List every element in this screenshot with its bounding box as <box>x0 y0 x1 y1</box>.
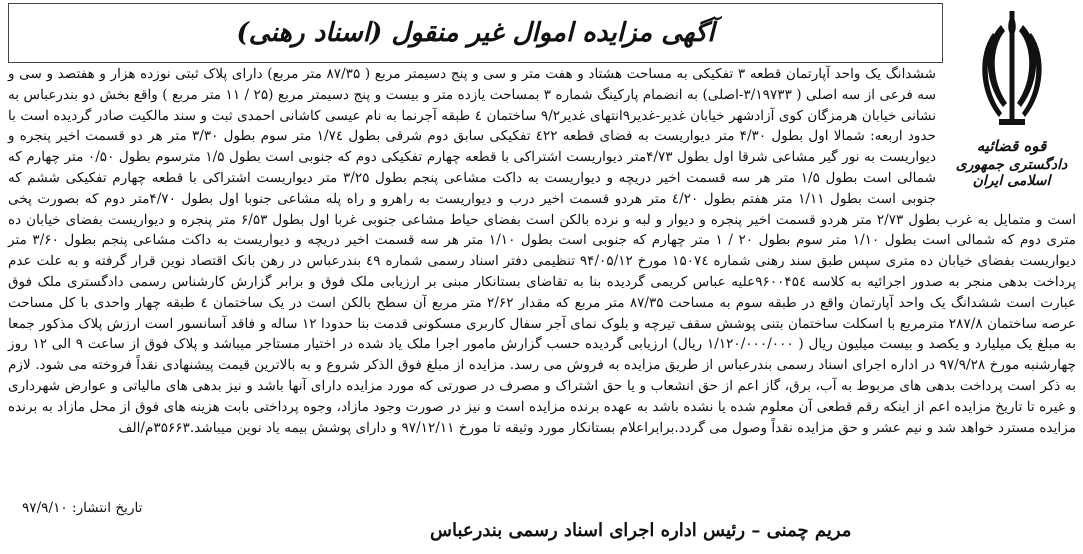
notice-body <box>8 64 1076 438</box>
notice-title: آگهی مزایده اموال غیر منقول (اسناد رهنی) <box>236 18 715 48</box>
signature-line: مریم چمنی – رئیس اداره اجرای اسناد رسمی بندرعباس <box>430 520 852 541</box>
notice-body-text: ششدانگ یک واحد آپارتمان قطعه ۳ تفکیکی به مساحت هشتاد و هفت متر و سی و پنج دسیمتر مربع ( ۸۷/۳۵ متر مربع) دارای پلاک ثبتی نوزده هزار و هفتصد و سی و سه فرعی از سه اصلی ( ۳/۱۹۷۳۳-اصلی) به انضمام پارکینگ شماره ۳ بمساحت یازده متر و بیست و پنج دسیمتر مربع (۲۵ / ۱۱ متر مربع ) واقع بخش دو بندرعباس به نشانی خیابان هرمزگان کوی آزادشهر خیابان غدیر-غدیر۹انتهای غدیر۹/۲ ساختمان ٤ طبقه آجرنما به نام عیسی کاشانی احمدی ثبت و سند مالکیت صادر گردیده است با حدود اربعه: شمالا اول بطول ۴/۳۰ متر دیواریست به فضای قطعه ٤٢٢ تفکیکی سابق دوم شرقی بطول ۱/٧٤ متر سوم بطول ۳/۳۰ متر هر دو قسمت اخیر پنجره و دیواریست به نور گیر مشاعی شرقا اول بطول ۴/٧٣متر دیواریست اشتراکی با قطعه چهارم تفکیکی دوم که جنوبی است بطول ۱/۵ مترسوم بطول ۰/۵۰ متر چهارم که شمالی است بطول ۱/۵ متر هر سه قسمت اخیر دریچه و دیواریست به داکت مشاعی پنجم بطول ۳/۲۵ متر دیواریست اشتراکی با قطعه چهارم تفکیکی ششم که جنوبی است بطول ۱/۱۱ متر هفتم بطول ٤/۲۰ متر هردو قسمت اخیر درب و دیواریست به راهرو و راه پله مشاعی جنوبا اول بطول ۴/۷۰متر دوم که بصورت پخی است و متمایل به غرب بطول ۲/۷۳ متر هردو قسمت اخیر پنجره و دیوار و لبه و نرده بالکن است بفضای حیاط مشاعی جنوبی غربا اول بطول ۶/۵۳ متر پنجره و دیواریست بفضای خیابان ده متری دوم که شمالی است بطول ۱/۱۰ متر سوم بطول ۲۰ / ۱ متر چهارم که جنوبی است بطول ۱/۱۰ متر هر سه قسمت اخیر دریچه و دیواریست به داکت مشاعی پنجم بطول ۳/۶۰ متر دیواریست بفضای خیابان ده متری سپس طبق سند رهنی شماره ۱۵۰۷٤ مورخ ۹۴/۰۵/۱۲ تنظیمی دفتر اسناد رسمی شماره ٤٩ بندرعباس در رهن بانک اقتصاد نوین قرار گرفته و به علت عدم پرداخت بدهی منجر به صدور اجرائیه به کلاسه ۹۶۰۰۴۵٤علیه عباس کریمی گردیده بنا به تقاضای بستانکار مبنی بر ارزیابی ملک فوق و برابر گزارش کارشناس رسمی دادگستری ملک فوق عبارت است ششدانگ یک واحد آپارتمان واقع در طبقه سوم به مساحت ۸۷/۳۵ متر مربع که مقدار ۲/۶۲ متر مربع آن سطح بالکن است در یک ساختمان ٤ طبقه چهار واحدی با کل مساحت عرصه ساختمان ۲۸۷/۸ مترمربع با اسکلت ساختمان بتنی پوشش سقف تیرچه و بلوک نمای آجر سفال کاربری مسکونی قدمت بنا حدودا ۱۲ ساله و فاقد آسانسور است ارزش پلاک مذکور جمعا به مبلغ یک میلیارد و یکصد و بیست میلیون ریال ( ۱/۱۲۰/۰۰۰/۰۰۰ ریال) ارزیابی گردیده حسب گزارش مامور اجرا ملک یاد شده در اختیار مستاجر میباشد و پلاک فوق از ساعت ۹ الی ۱۲ روز چهارشنبه مورخ ۹۷/۹/۲۸ در اداره اجرای اسناد رسمی بندرعباس از طریق مزایده به فروش می رسد. مزایده از مبلغ فوق الذکر شروع و به بالاترین قیمت پیشنهادی نقداً فروخته می شود. لازم به ذکر است پرداخت بدهی های مربوط به آب، برق، گاز اعم از حق انشعاب و یا حق اشتراک و مصرف در صورتی که مورد مزایده دارای آنها باشد و نیز بدهی های مالیاتی و عوارض شهرداری و غیره تا تاریخ مزایده اعم از اینکه رقم قطعی آن معلوم شده یا نشده باشد به عهده برنده مزایده است و نیز در صورت وجود مازاد، وجوه پرداختی بابت هزینه های فوق از محل مازاد به برنده مزایده مسترد خواهد شد و نیم عشر و حق مزایده نقداً وصول می گردد.برابراعلام بستانکار مورد وثیقه تا مورخ ۹۷/۱۲/۱۱ و دارای پوشش بیمه یاد نوین میباشد.۳۵۶۶۳م/الف <box>8 66 1077 436</box>
emblem-spacer <box>936 64 1076 200</box>
title-box <box>8 3 943 63</box>
emblem-caption-justice-dept: دادگستری جمهوری اسلامی ایران <box>955 157 1068 189</box>
publication-date: تاریخ انتشار: ۹۷/۹/۱۰ <box>22 500 143 516</box>
emblem-caption-judiciary: قوه قضائیه <box>976 137 1047 155</box>
